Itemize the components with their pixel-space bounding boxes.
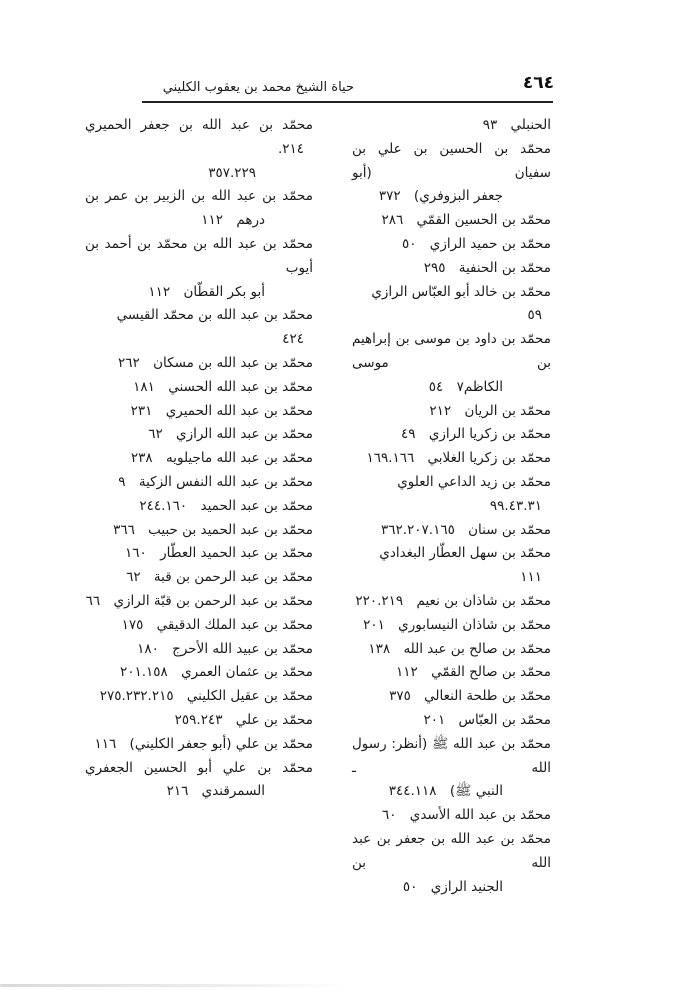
index-entry-line <box>85 566 313 590</box>
index-entry <box>352 638 551 662</box>
index-entry <box>352 257 551 281</box>
entry-name: محمّد بن الحسين القمّي <box>416 212 551 229</box>
header-rule <box>142 101 553 103</box>
index-entry-line <box>352 876 551 900</box>
entry-name: محمّد بن زكريا الرازي <box>428 426 551 443</box>
index-entry <box>352 542 551 590</box>
index-entry <box>352 328 551 399</box>
entry-name: محمّد بن شاذان بن نعيم <box>416 592 551 609</box>
index-entry <box>85 447 313 471</box>
index-entry-line <box>85 614 313 638</box>
index-entry <box>352 209 551 233</box>
index-entry-line <box>352 828 551 876</box>
index-entry-line <box>352 614 551 638</box>
entry-name: محمّد بن داود بن موسى بن إبراهيم بن موسى <box>352 331 551 371</box>
index-entry <box>85 614 313 638</box>
index-entry-line <box>352 281 551 329</box>
entry-pages: ٦٢ <box>126 569 141 586</box>
index-entry <box>352 661 551 685</box>
index-entry <box>352 138 551 209</box>
index-entry-line <box>85 757 313 781</box>
entry-pages: ٦٢ <box>148 426 163 443</box>
index-entry <box>85 423 313 447</box>
index-entry <box>85 376 313 400</box>
entry-name: أبو بكر القطّان <box>183 283 265 300</box>
entry-name: محمّد بن عبد الله بن جعفر بن عبد الله بن <box>352 830 551 871</box>
index-entry-line <box>85 209 313 233</box>
index-entry <box>85 566 313 590</box>
entry-name: محمّد بن حميد الرازي <box>429 235 551 252</box>
index-entry <box>352 519 551 543</box>
index-entry <box>352 114 551 138</box>
entry-name: محمّد بن عبد الله الحميري <box>165 402 313 419</box>
index-entry-line <box>85 233 313 281</box>
index-entry-line <box>352 447 551 471</box>
index-entry <box>352 471 551 519</box>
entry-pages: ٢١٦ <box>166 783 189 800</box>
entry-name: محمّد بن عبد الله الحسني <box>168 378 313 395</box>
index-entry <box>352 281 551 329</box>
index-entry-line <box>352 542 551 590</box>
index-entry <box>85 542 313 566</box>
index-entry-line <box>85 400 313 424</box>
index-entry-line <box>352 638 551 662</box>
entry-name: محمّد بن زكريا الغلابي <box>427 450 551 467</box>
index-entry-line <box>85 519 313 543</box>
entry-name: محمّد بن عبد الله بن محمّد القيسي <box>116 307 313 324</box>
index-entry-line <box>352 661 551 685</box>
entry-name: النبي ﷺ) <box>449 783 503 800</box>
entry-pages: ٣٦٦ <box>113 521 135 538</box>
entry-pages: ٣٧٢ <box>378 188 401 205</box>
index-entry <box>85 638 313 662</box>
index-entry-line <box>85 114 313 162</box>
index-entry-line <box>85 685 313 709</box>
entry-pages: ٦٠ <box>381 807 397 824</box>
index-entry-line <box>352 685 551 709</box>
index-entry-line <box>85 495 313 519</box>
entry-pages: ٣٥٧.٢٢٩ <box>208 164 256 181</box>
entry-name: محمّد بن عبد الله بن جعفر الحميري <box>85 117 313 133</box>
entry-pages: ١١٢ <box>148 283 171 300</box>
index-entry <box>85 304 313 352</box>
entry-name: محمّد بن عبد الحميد بن حبيب <box>148 521 313 538</box>
entry-name: محمّد بن زيد الداعي العلوي <box>397 473 551 490</box>
index-entry-line <box>352 233 551 257</box>
entry-name: محمّد بن صالح القمّي <box>431 664 551 681</box>
entry-pages: ٢٣١ <box>130 402 153 419</box>
entry-name: محمّد بن عبد الله النفس الزكية <box>138 473 313 490</box>
entry-pages: ١٦٩.١٦٦ <box>366 450 415 467</box>
index-entry <box>352 709 551 733</box>
index-entry-line <box>352 209 551 233</box>
index-entry <box>352 447 551 471</box>
index-entry-line <box>85 162 313 186</box>
entry-pages: ١١١ <box>520 569 542 586</box>
index-column-right <box>352 114 551 899</box>
entry-name: محمّد بن عبد الرحمن بن قبة <box>153 569 313 586</box>
entry-pages: ١١٢ <box>201 212 224 229</box>
entry-name: محمّد بن عبد الله ماجيلويه <box>165 450 313 467</box>
entry-pages: ١١٢ <box>396 664 418 681</box>
entry-name: محمّد بن الريان <box>464 402 551 419</box>
index-entry-line <box>352 376 551 400</box>
index-entry-line <box>85 590 313 614</box>
index-entry <box>352 400 551 424</box>
entry-pages: ٥٠ <box>402 878 418 895</box>
index-entry <box>85 661 313 685</box>
entry-name: محمّد بن عبد الله بن محمّد بن أحمد بن أيوب <box>85 235 313 276</box>
entry-pages: ٢٥٩.٢٤٣ <box>174 711 223 728</box>
entry-pages: ٢١٢ <box>429 402 452 419</box>
index-entry-line <box>85 281 313 305</box>
entry-name: محمّد بن علي (أبو جعفر الكليني) <box>129 735 313 752</box>
entry-name: محمّد بن عبد الله الرازي <box>176 426 313 443</box>
index-entry <box>85 519 313 543</box>
entry-pages: ٦٦ <box>85 592 101 609</box>
index-entry <box>85 400 313 424</box>
entry-pages: ١٣٨ <box>368 640 391 657</box>
index-entry <box>85 709 313 733</box>
running-head-title: حياة الشيخ محمد بن يعقوب الكليني <box>162 80 354 95</box>
entry-name: محمّد بن علي <box>235 711 313 728</box>
entry-name: محمّد بن خالد أبو العبّاس الرازي <box>371 283 551 300</box>
entry-name: محمّد بن طلحة النعالي <box>424 688 551 705</box>
entry-pages: ٩٩.٤٣.٣١ <box>489 497 542 514</box>
scan-edge-artifact <box>0 984 345 987</box>
entry-pages: ٢٠١ <box>423 711 446 728</box>
index-entry <box>85 233 313 304</box>
entry-name: محمّد بن عثمان العمري <box>181 664 313 681</box>
index-entry-line <box>85 471 313 495</box>
index-entry-line <box>352 185 551 209</box>
entry-name: محمّد بن الحسين بن علي بن سفيان (أبو <box>352 140 551 181</box>
entry-pages: ٢٤٤.١٦٠ <box>139 497 188 514</box>
entry-name: السمرقندي <box>201 783 265 800</box>
index-entry-line <box>352 257 551 281</box>
index-entry <box>85 185 313 233</box>
index-entry-line <box>352 423 551 447</box>
entry-name: الكاظم٧ <box>456 378 503 395</box>
entry-pages: ٢٠١ <box>363 616 385 633</box>
entry-name: الجنيد الرازي <box>430 878 503 895</box>
entry-name: محمّد بن سنان <box>468 521 551 538</box>
entry-name: محمّد بن صالح بن عبد الله <box>403 640 551 657</box>
entry-name: الحنبلي <box>510 117 551 133</box>
index-entry <box>85 590 313 614</box>
index-entry-line <box>85 542 313 566</box>
entry-pages: ٢٣٨ <box>130 450 153 467</box>
index-entry-line <box>85 447 313 471</box>
index-entry <box>85 114 313 185</box>
entry-name: محمّد بن العبّاس <box>458 711 551 728</box>
index-entry-line <box>85 733 313 757</box>
entry-name: محمّد بن علي أبو الحسين الجعفري <box>85 759 313 776</box>
index-entry-line <box>85 638 313 662</box>
entry-pages: ٢٨٦ <box>381 212 404 229</box>
entry-pages: ٣٤٤.١١٨ <box>388 783 437 800</box>
index-entry-line <box>85 185 313 209</box>
index-entry <box>352 733 551 804</box>
entry-pages: ٣٦٢.٢٠٧.١٦٥ <box>380 521 455 538</box>
index-entry-line <box>352 471 551 519</box>
entry-name: محمّد بن عقيل الكليني <box>186 688 313 705</box>
entry-name: محمّد بن عبد الحميد العطّار <box>160 545 313 562</box>
index-entry <box>85 757 313 805</box>
index-entry-line <box>352 733 551 781</box>
index-entry-line <box>85 304 313 352</box>
entry-pages: ١٨٠ <box>137 640 159 657</box>
index-entry <box>352 828 551 899</box>
entry-pages: ٤٢٤ <box>282 331 304 348</box>
index-entry <box>85 352 313 376</box>
entry-pages: ٥٤ <box>428 378 444 395</box>
page-number: ٤٦٤ <box>522 73 554 93</box>
index-entry-line <box>352 709 551 733</box>
index-entry <box>352 233 551 257</box>
entry-pages: ١٧٥ <box>121 616 144 633</box>
entry-name: محمّد بن عبد الله ﷺ (أنظر: رسول الله ـ <box>352 735 551 776</box>
index-entry-line <box>85 661 313 685</box>
entry-name: محمّد بن عبد الرحمن بن قبّة الرازي <box>113 592 313 609</box>
index-entry-line <box>352 804 551 828</box>
index-entry-line <box>352 519 551 543</box>
index-column-left <box>85 114 313 804</box>
index-entry-line <box>85 709 313 733</box>
index-entry <box>352 590 551 614</box>
entry-name: درهم <box>236 212 265 229</box>
entry-name: محمّد بن عبد الله بن الزبير بن عمر بن <box>85 188 313 205</box>
index-entry-line <box>85 376 313 400</box>
index-entry-line <box>352 114 551 138</box>
index-entry <box>85 471 313 495</box>
index-entry-line <box>352 138 551 186</box>
entry-pages: ٢٩٥ <box>423 259 446 276</box>
index-entry-line <box>352 590 551 614</box>
entry-name: محمّد بن عبد الحميد <box>200 497 313 514</box>
index-entry <box>85 733 313 757</box>
entry-name: محمّد بن عبد الملك الدقيقي <box>156 616 313 633</box>
entry-name: محمّد بن سهل العطّار البغدادي <box>379 545 551 562</box>
entry-name: محمّد بن عبد الله الأسدي <box>409 807 551 824</box>
entry-pages: ٢٠١.١٥٨ <box>119 664 168 681</box>
index-entry <box>352 685 551 709</box>
index-entry-line <box>85 780 313 804</box>
entry-pages: ٥٩ <box>527 307 542 324</box>
entry-name: جعفر البزوفري) <box>413 188 503 205</box>
index-entry-line <box>85 352 313 376</box>
entry-name: محمّد بن شاذان النيسابوري <box>398 616 551 633</box>
index-entry <box>85 685 313 709</box>
index-entry <box>352 423 551 447</box>
entry-name: محمّد بن الحنفية <box>458 259 551 276</box>
index-entry-line <box>85 423 313 447</box>
entry-name: محمّد بن عبد الله بن مسكان <box>153 354 313 371</box>
index-entry-line <box>352 780 551 804</box>
entry-pages: ١٨١ <box>133 378 155 395</box>
entry-pages: ٢٢٠.٢١٩ <box>355 592 404 609</box>
entry-pages: ٢٧٥.٢٣٢.٢١٥ <box>99 688 174 705</box>
entry-pages: ٩ <box>118 473 126 490</box>
entry-name: محمّد بن عبيد الله الأحرج <box>172 640 313 657</box>
entry-pages: ١٦٠ <box>125 545 147 562</box>
entry-pages: ٣٧٥ <box>389 688 411 705</box>
index-entry <box>85 495 313 519</box>
entry-pages: ٩٣ <box>482 117 498 133</box>
entry-pages: .٢١٤ <box>277 140 304 157</box>
index-entry-line <box>352 400 551 424</box>
entry-pages: ٥٠ <box>401 235 417 252</box>
entry-pages: ١١٦ <box>94 735 117 752</box>
index-entry <box>352 804 551 828</box>
entry-pages: ٤٩ <box>401 426 416 443</box>
entry-pages: ٢٦٢ <box>118 354 140 371</box>
index-entry <box>352 614 551 638</box>
index-entry-line <box>352 328 551 376</box>
